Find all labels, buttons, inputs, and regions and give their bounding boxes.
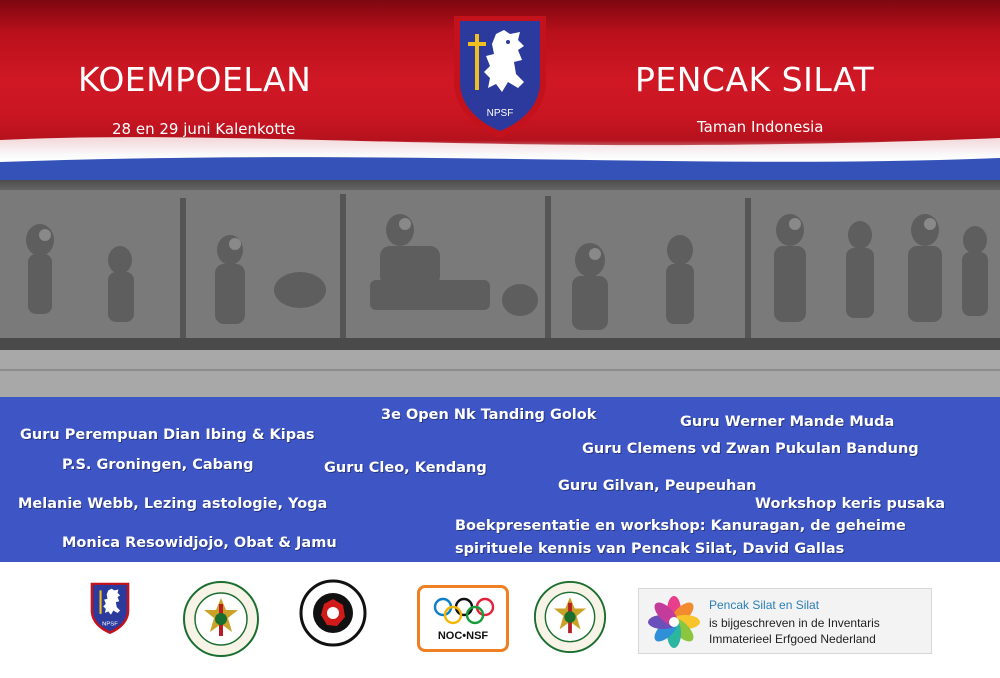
npsf-crest-logo bbox=[450, 12, 550, 140]
program-item: Guru Perempuan Dian Ibing & Kipas bbox=[20, 427, 315, 443]
sponsor-logos-bar bbox=[0, 562, 1000, 678]
header-banner bbox=[0, 0, 1000, 180]
erfgoed-line-2: is bijgeschreven in de Inventaris bbox=[709, 616, 880, 630]
program-item: P.S. Groningen, Cabang bbox=[62, 457, 254, 473]
program-item: Guru Cleo, Kendang bbox=[324, 460, 487, 476]
program-panel bbox=[0, 397, 1000, 562]
event-title-left: KOEMPOELAN bbox=[78, 60, 312, 99]
federatie-oosterse-gevechtskunsten-logo bbox=[299, 579, 367, 647]
program-item: Boekpresentatie en workshop: Kanuragan, de geheime bbox=[455, 518, 906, 534]
temple-relief-image bbox=[0, 180, 1000, 398]
program-item: Guru Werner Mande Muda bbox=[680, 414, 895, 430]
program-item: Melanie Webb, Lezing astologie, Yoga bbox=[18, 496, 328, 512]
program-item: Workshop keris pusaka bbox=[755, 496, 946, 512]
event-venue: Taman Indonesia bbox=[697, 118, 824, 136]
erfgoed-flower-icon bbox=[647, 595, 701, 649]
npsf-logo bbox=[89, 579, 131, 637]
npsf-logo-label: NPSF bbox=[102, 621, 118, 628]
program-item: Guru Gilvan, Peupeuhan bbox=[558, 478, 757, 494]
erfgoed-line-1: Pencak Silat en Silat bbox=[709, 598, 820, 612]
program-item: Monica Resowidjojo, Obat & Jamu bbox=[62, 535, 337, 551]
noc-nsf-logo bbox=[417, 585, 509, 652]
olympic-rings-icon bbox=[431, 596, 497, 626]
program-item: spirituele kennis van Pencak Silat, David Gallas bbox=[455, 541, 845, 557]
crest-label: NPSF bbox=[486, 108, 514, 119]
european-pencak-silat-federation-seal bbox=[182, 580, 260, 658]
program-item: 3e Open Nk Tanding Golok bbox=[381, 407, 597, 423]
immaterieel-erfgoed-badge bbox=[638, 588, 932, 654]
event-date-location: 28 en 29 juni Kalenkotte bbox=[112, 120, 296, 138]
event-title-right: PENCAK SILAT bbox=[635, 60, 875, 99]
erfgoed-line-3: Immaterieel Erfgoed Nederland bbox=[709, 632, 876, 646]
noc-nsf-label: NOC•NSF bbox=[437, 630, 489, 642]
international-pencak-silat-federation-seal bbox=[533, 580, 607, 654]
program-item: Guru Clemens vd Zwan Pukulan Bandung bbox=[582, 441, 919, 457]
